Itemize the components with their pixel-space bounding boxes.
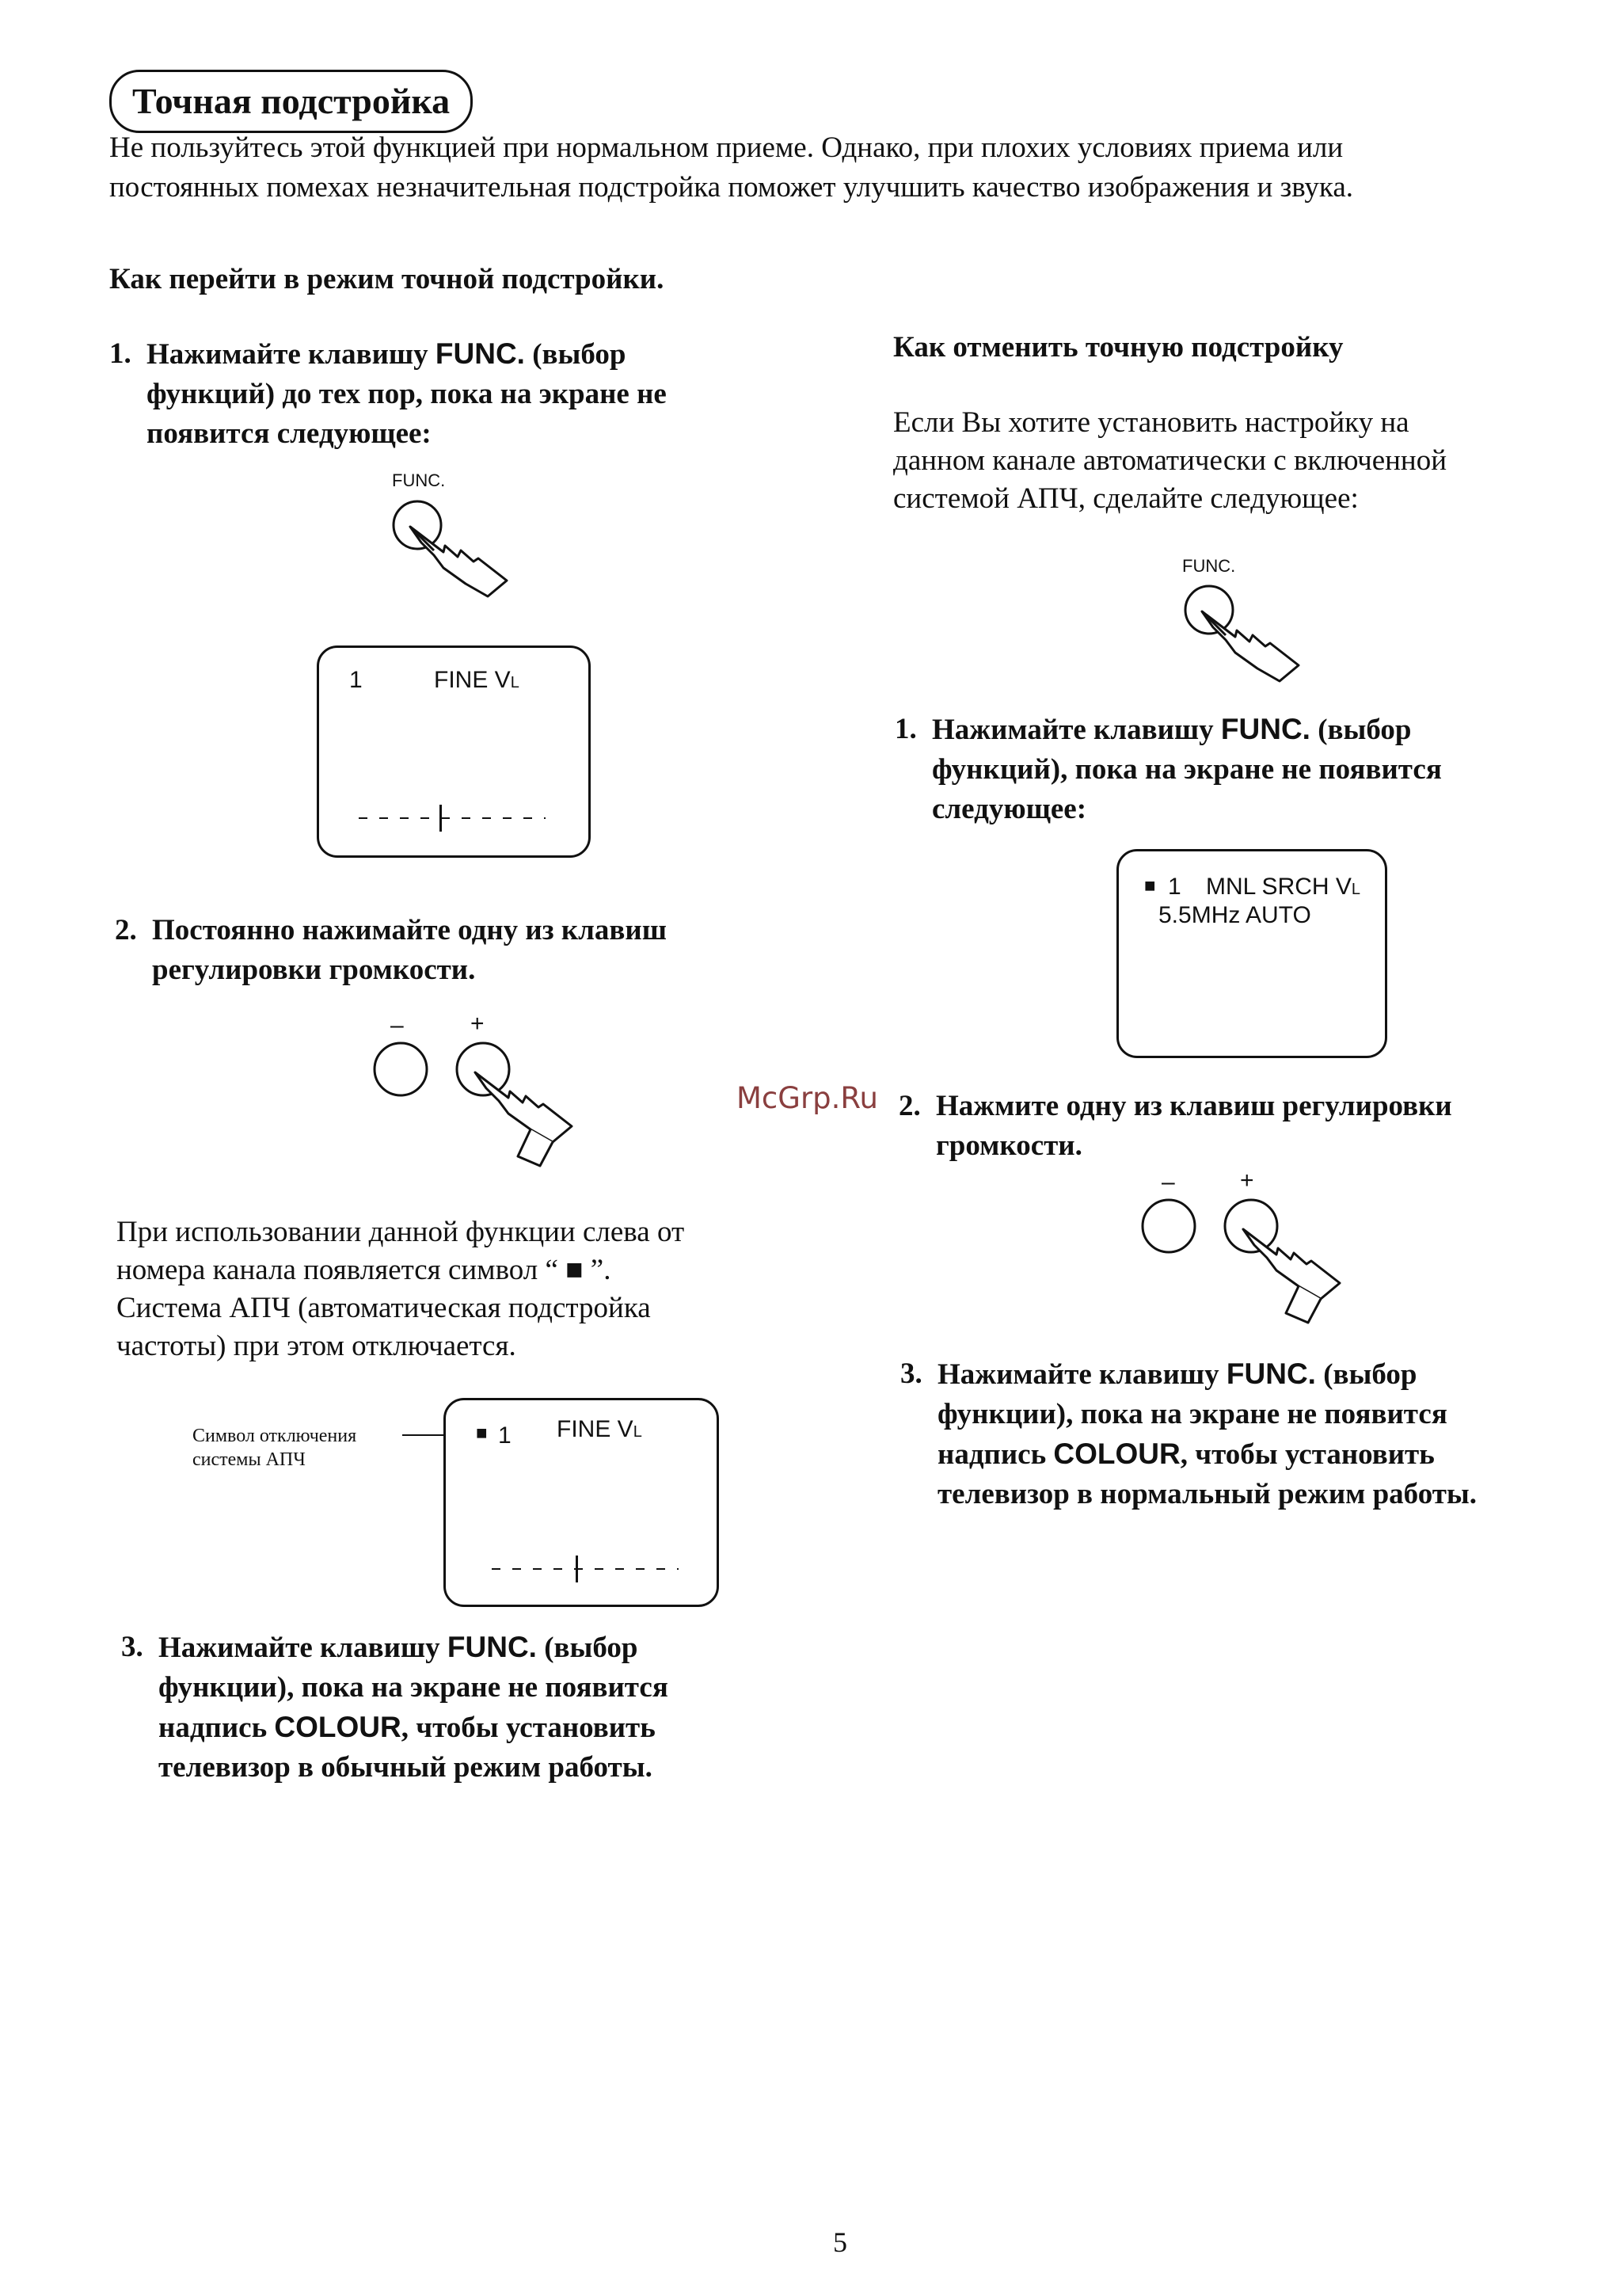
func-key-name: FUNC. [1226,1358,1316,1390]
screen-channel: 1 [1168,874,1181,900]
left-step-1: 1. Нажимайте клавишу FUNC. (выбор функций) до тех пор, пока на экране не появится следующее: [109,334,806,454]
step-number: 1. [895,713,917,745]
screen-mode: FINE VL [557,1416,642,1442]
tuning-marker [439,805,442,832]
watermark: McGrp.Ru [736,1081,878,1115]
volume-minus-label: – [1162,1169,1175,1195]
func-button-press-icon [388,495,531,598]
tv-screen-manual-search [1116,849,1387,1058]
page-title: Точная подстройка [109,70,473,133]
func-key-name: FUNC. [435,337,525,370]
func-key-name: FUNC. [1220,713,1310,745]
func-button-press-icon [1180,580,1322,683]
intro-line-1: Не пользуйтесь этой функцией при нормальном приеме. Однако, при плохих условиях приема или [109,131,1344,164]
tv-screen-fine [317,645,591,858]
left-step-3: 3. Нажимайте клавишу FUNC. (выбор функции), пока на экране не появится надпись COLOUR, чтобы установить телевизор в обычный режим работы. [121,1628,818,1788]
left-heading: Как перейти в режим точной подстройки. [109,263,664,295]
screen-mode: FINE VL [434,667,519,693]
func-button-label: FUNC. [392,470,446,490]
afc-off-marker: ■ [1144,875,1156,897]
screen-channel: 1 [498,1422,512,1449]
tuning-marker [576,1556,578,1582]
screen-channel: 1 [349,667,363,693]
step-number: 3. [121,1631,143,1663]
volume-plus-label: + [470,1011,485,1037]
volume-minus-label: – [390,1012,404,1038]
volume-plus-label: + [1240,1167,1254,1194]
afc-off-marker: ■ [476,1422,488,1444]
func-button-label: FUNC. [1182,556,1236,576]
step-number: 2. [899,1090,921,1122]
right-step-2: 2. Нажмите одну из клавиш регулировки громкости. [899,1087,1595,1166]
intro-line-2: постоянных помехах незначительная подстройка поможет улучшить качество изображения и звука. [109,171,1354,204]
colour-key-name: COLOUR [274,1711,401,1743]
volume-buttons-press-icon [1132,1194,1354,1329]
step-number: 2. [115,914,137,946]
func-key-name: FUNC. [447,1631,537,1663]
left-note: При использовании данной функции слева от номера канала появляется символ “ ■ ”. Система АПЧ (автоматическая подстройка частоты) при этом отключается. [116,1216,685,1362]
tv-screen-fine-afc-off [443,1398,719,1607]
right-step-3: 3. Нажимайте клавишу FUNC. (выбор функции), пока на экране не появится надпись COLOUR, чтобы установить телевизор в нормальный режим работы. [900,1354,1613,1514]
step-number: 1. [109,337,131,370]
volume-buttons-press-icon [364,1038,586,1172]
step-number: 3. [900,1358,922,1390]
left-step-2: 2. Постоянно нажимайте одну из клавиш регулировки громкости. [115,911,812,990]
right-step-1: 1. Нажимайте клавишу FUNC. (выбор функций), пока на экране не появится следующее: [895,710,1592,829]
colour-key-name: COLOUR [1053,1438,1181,1470]
page-number: 5 [833,2226,847,2258]
apc-symbol-callout: Символ отключения системы АПЧ [192,1426,357,1470]
screen-mode: MNL SRCH VL [1206,874,1361,900]
right-heading: Как отменить точную подстройку [893,331,1344,364]
screen-system-line: 5.5MHz AUTO [1158,902,1311,928]
tuning-scale [359,817,546,819]
tuning-scale [492,1568,679,1570]
intro-paragraph [109,128,1519,208]
right-intro: Если Вы хотите установить настройку на данном канале автоматически с включенной системой АПЧ, сделайте следующее: [893,406,1447,515]
